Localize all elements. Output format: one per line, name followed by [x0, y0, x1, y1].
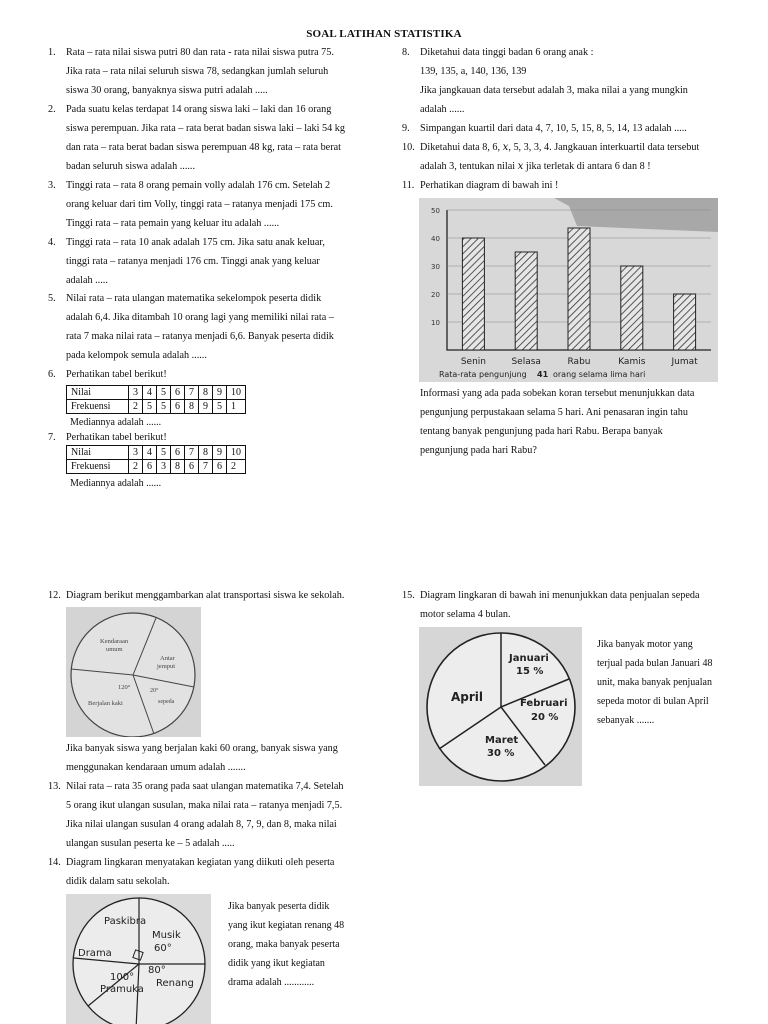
table-cell: 3: [129, 386, 143, 400]
bar-rabu-torn: [568, 228, 590, 350]
question-5: 5. Nilai rata – rata ulangan matematika sekelompok peserta didik adalah 6,4. Jika ditambah 10 orang lagi yang memiliki nilai rata – rata 7 maka nilai rata – ratanya menjadi 6,6. Banyak peserta didik pada kelompok semula adalah ......: [48, 293, 334, 361]
frequency-table-7: [66, 445, 246, 474]
sales-pie-photo: [419, 627, 582, 786]
table-cell: 4: [143, 446, 157, 460]
table-cell: 7: [185, 386, 199, 400]
table-cell: 6: [171, 400, 185, 414]
table-row: [67, 386, 246, 400]
x-tick-label: Senin: [460, 357, 486, 367]
bar-chart: [419, 198, 718, 382]
table-cell: Frekuensi: [67, 460, 129, 474]
pie-label: Renang: [156, 978, 194, 989]
question-12: 12. Diagram berikut menggambarkan alat transportasi siswa ke sekolah.: [48, 590, 345, 601]
pie-label: 100°: [110, 972, 135, 983]
median-prompt-7: Mediannya adalah ......: [70, 478, 162, 489]
question-6: 6. Perhatikan tabel berikut!: [48, 369, 167, 380]
y-tick-label: 40: [431, 235, 440, 243]
pie-label: Paskibra: [104, 916, 147, 927]
table-cell: Frekuensi: [67, 400, 129, 414]
table-cell: 2: [129, 400, 143, 414]
table-cell: 8: [185, 400, 199, 414]
question-8: 8. Diketahui data tinggi badan 6 orang anak : 139, 135, a, 140, 136, 139 Jika jangkauan data tersebut adalah 3, maka nilai a yang mungkin adalah ......: [402, 47, 688, 115]
pie-label: 30 %: [487, 748, 515, 759]
x-tick-label: Kamis: [618, 357, 646, 367]
x-tick-label: Selasa: [511, 357, 541, 367]
bar-kamis: [621, 266, 643, 350]
table-row: [67, 460, 246, 474]
chart-caption-prefix: Rata-rata pengunjung: [439, 370, 527, 379]
table-cell: 6: [185, 460, 199, 474]
table-cell: 6: [213, 460, 227, 474]
pie-label: 120°: [118, 684, 131, 691]
x-tick-label: Jumat: [671, 357, 698, 367]
table-cell: 3: [157, 460, 171, 474]
table-cell: 2: [227, 460, 246, 474]
pie-label: Januari: [509, 653, 549, 664]
table-cell: 6: [171, 386, 185, 400]
y-tick-label: 20: [431, 291, 440, 299]
table-cell: 9: [213, 386, 227, 400]
sales-pie: [419, 627, 582, 786]
pie-label: Kendaraan: [100, 638, 129, 645]
frequency-table-6: [66, 385, 246, 414]
bar-selasa: [515, 252, 537, 350]
pie-label: Musik: [152, 930, 181, 941]
table-cell: 9: [213, 446, 227, 460]
pie-label: sepeda: [158, 699, 175, 705]
pie-label: umum: [106, 646, 123, 653]
table-cell: 1: [227, 400, 246, 414]
table-cell: 5: [157, 446, 171, 460]
pie-label: Pramuka: [100, 984, 144, 995]
pie-label: 15 %: [516, 666, 544, 677]
table-cell: 7: [199, 460, 213, 474]
pie-label: Antar: [160, 655, 175, 662]
question-14-side-text: Jika banyak peserta didik yang ikut kegiatan renang 48 orang, maka banyak peserta didik yang ikut kegiatan drama adalah ............: [228, 901, 345, 988]
table-cell: 10: [227, 446, 246, 460]
table-cell: 8: [199, 446, 213, 460]
pie-label: Februari: [520, 698, 568, 709]
transport-pie: [66, 607, 201, 737]
table-cell: 5: [157, 386, 171, 400]
pie-label: Drama: [78, 948, 112, 959]
question-3: 3. Tinggi rata – rata 8 orang pemain volly adalah 176 cm. Setelah 2 orang keluar dari tim Volly, tinggi rata – ratanya menjadi 175 cm. Tinggi rata – rata pemain yang keluar itu adalah ......: [48, 180, 333, 229]
table-cell: 8: [171, 460, 185, 474]
table-cell: 4: [143, 386, 157, 400]
question-10: 10. Diketahui data 8, 6, 𝑥, 5, 3, 3, 4. Jangkauan interkuartil data tersebut adalah 3, tentukan nilai 𝑥 jika terletak di antara 6 dan 8 !: [402, 142, 700, 172]
table-cell: 2: [129, 460, 143, 474]
torn-paper-edge: [554, 198, 718, 232]
question-11: 11. Perhatikan diagram di bawah ini !: [402, 180, 559, 191]
pie-label: Maret: [485, 735, 519, 746]
worksheet-title: SOAL LATIHAN STATISTIKA: [306, 28, 462, 40]
median-prompt-6: Mediannya adalah ......: [70, 417, 162, 428]
question-11-text: Informasi yang ada pada sobekan koran tersebut menunjukkan data pengunjung perpustakaan selama 5 hari. Ani penasaran ingin tahu tentang banyak pengunjung pada hari Rabu. Berapa banyak pengunjung pada hari Rabu?: [420, 388, 695, 456]
table-cell: 10: [227, 386, 246, 400]
question-12-text: Jika banyak siswa yang berjalan kaki 60 orang, banyak siswa yang menggunakan kendaraan umum adalah .......: [66, 743, 338, 773]
pie-label: 60°: [154, 943, 172, 954]
question-1: 1. Rata – rata nilai siswa putri 80 dan rata - rata nilai siswa putra 75. Jika rata – rata nilai seluruh siswa 78, sedangkan jumlah seluruh siswa 30 orang, banyaknya siswa putri adalah .....: [48, 47, 334, 96]
question-13: 13. Nilai rata – rata 35 orang pada saat ulangan matematika 7,4. Setelah 5 orang ikut ulangan susulan, maka nilai rata – ratanya menjadi 7,5. Jika nilai ulangan susulan 4 orang adalah 8, 7, 9, dan 8, maka nilai ulangan susulan peserta ke – 5 adalah .....: [48, 781, 344, 849]
table-row: [67, 400, 246, 414]
y-tick-label: 50: [431, 207, 440, 215]
question-7: 7. Perhatikan tabel berikut!: [48, 432, 167, 443]
pie-label: April: [451, 690, 484, 704]
y-tick-label: 30: [431, 263, 440, 271]
question-14: 14. Diagram lingkaran menyatakan kegiatan yang diikuti oleh peserta didik dalam satu sekolah.: [48, 857, 335, 887]
pie-label: 80°: [148, 965, 166, 976]
transport-pie-photo: [66, 607, 201, 737]
pie-label: 20°: [150, 688, 159, 694]
table-cell: 9: [199, 400, 213, 414]
question-15: 15. Diagram lingkaran di bawah ini menunjukkan data penjualan sepeda motor selama 4 bulan.: [402, 590, 700, 620]
table-cell: 6: [143, 460, 157, 474]
pie-label: 20 %: [531, 712, 559, 723]
question-9: 9. Simpangan kuartil dari data 4, 7, 10, 5, 15, 8, 5, 14, 13 adalah .....: [402, 123, 687, 134]
table-cell: 7: [185, 446, 199, 460]
torn-bar-chart-photo: [419, 198, 718, 382]
table-cell: Nilai: [67, 446, 129, 460]
y-tick-label: 10: [431, 319, 440, 327]
table-cell: 5: [157, 400, 171, 414]
table-cell: 5: [143, 400, 157, 414]
activity-pie-photo: [66, 894, 211, 1024]
table-cell: 6: [171, 446, 185, 460]
bar-jumat: [674, 294, 696, 350]
chart-caption-suffix: orang selama lima hari: [553, 370, 646, 379]
table-cell: Nilai: [67, 386, 129, 400]
table-row: [67, 446, 246, 460]
pie-label: jemput: [157, 663, 176, 670]
bar-senin: [462, 238, 484, 350]
activity-pie: [66, 894, 211, 1024]
x-tick-label: Rabu: [567, 357, 591, 367]
table-cell: 8: [199, 386, 213, 400]
table-cell: 3: [129, 446, 143, 460]
question-2: 2. Pada suatu kelas terdapat 14 orang siswa laki – laki dan 16 orang siswa perempuan. Jika rata – rata berat badan siswa laki – laki 54 kg dan rata – rata berat badan siswa perempuan 48 kg, rata – rata berat badan seluruh siswa adalah ......: [48, 104, 345, 172]
chart-caption-value: 41: [537, 370, 549, 379]
pie-label: Berjalan kaki: [88, 700, 123, 707]
question-15-side-text: Jika banyak motor yang terjual pada bulan Januari 48 unit, maka banyak penjualan sepeda motor di bulan April sebanyak .......: [597, 639, 713, 726]
question-4: 4. Tinggi rata – rata 10 anak adalah 175 cm. Jika satu anak keluar, tinggi rata – ratanya menjadi 176 cm. Tinggi anak yang keluar adalah .....: [48, 237, 325, 286]
table-cell: 5: [213, 400, 227, 414]
